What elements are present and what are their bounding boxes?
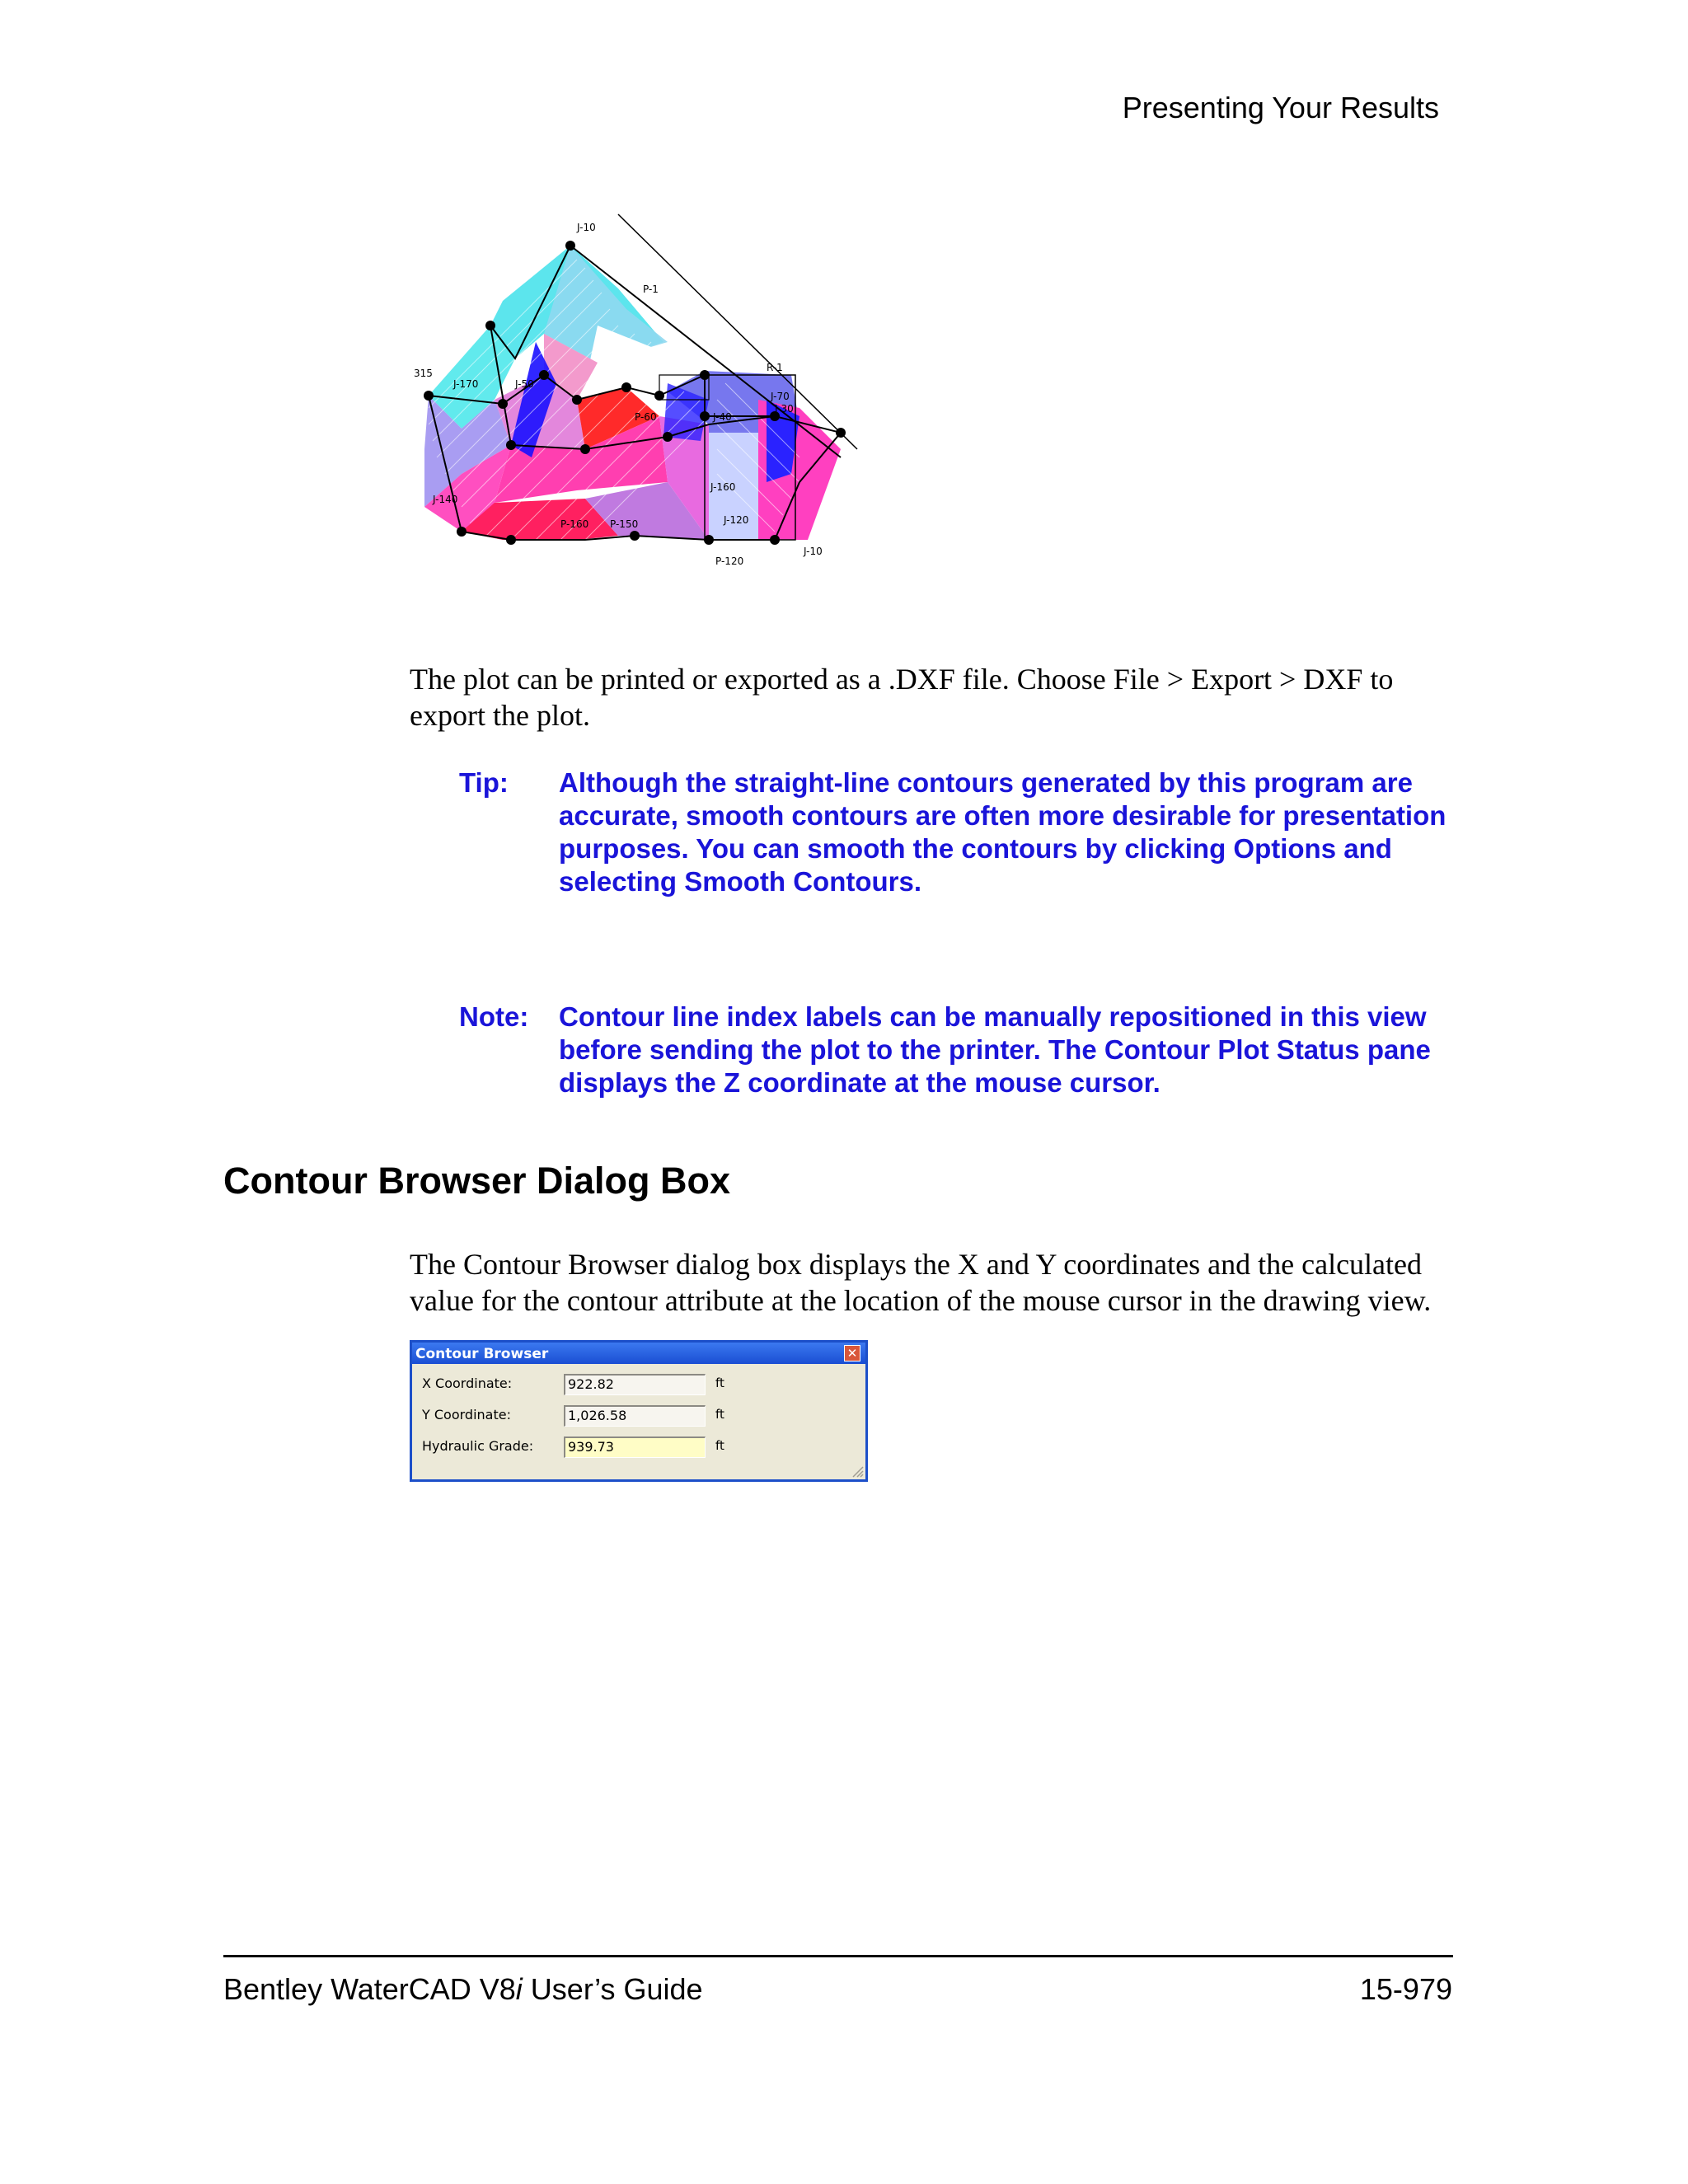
y-coordinate-row: [412, 1402, 865, 1430]
plot-label: P-120: [715, 555, 744, 567]
plot-label: J-40: [713, 411, 732, 423]
section-heading: Contour Browser Dialog Box: [223, 1160, 731, 1202]
plot-label: J-50: [515, 378, 534, 390]
note-label: Note:: [459, 1001, 529, 1032]
dialog-titlebar[interactable]: [412, 1343, 865, 1364]
x-coordinate-field[interactable]: 922.82: [564, 1374, 706, 1395]
y-coordinate-unit: ft: [715, 1407, 724, 1422]
plot-label: 315: [414, 368, 433, 379]
page-number: 15-979: [1359, 1972, 1452, 2006]
resize-grip-icon[interactable]: [851, 1465, 864, 1478]
footer-rule: [223, 1955, 1453, 1957]
plot-label: P-60: [635, 411, 657, 423]
export-paragraph: The plot can be printed or exported as a .DXF file. Choose File > Export > DXF to export the plot.: [410, 663, 1394, 732]
contour-browser-dialog: [410, 1340, 868, 1482]
running-header: Presenting Your Results: [1122, 91, 1439, 124]
plot-label: J-140: [433, 494, 458, 505]
plot-label: J-120: [724, 514, 749, 526]
note-text: Contour line index labels can be manually repositioned in this view before sending the plot to the printer. The Contour Plot Status pane displays the Z coordinate at the mouse cursor.: [559, 1001, 1431, 1098]
plot-label: P-150: [610, 518, 639, 530]
plot-label: J-10: [577, 222, 596, 233]
plot-label: J-30: [775, 403, 794, 415]
x-coordinate-unit: ft: [715, 1376, 724, 1390]
hydraulic-grade-unit: ft: [715, 1438, 724, 1453]
plot-label: P-1: [643, 284, 659, 295]
plot-label: J-10: [804, 546, 823, 557]
y-coordinate-label: Y Coordinate:: [422, 1407, 511, 1422]
plot-label: J-70: [771, 391, 790, 402]
plot-label: P-160: [560, 518, 589, 530]
plot-label: R-1: [767, 362, 783, 373]
tip-label: Tip:: [459, 767, 509, 798]
plot-label: J-160: [710, 481, 736, 493]
hydraulic-grade-label: Hydraulic Grade:: [422, 1438, 534, 1454]
hydraulic-grade-row: [412, 1433, 865, 1461]
browser-paragraph: The Contour Browser dialog box displays the X and Y coordinates and the calculated value for the contour attribute at the location of the mouse cursor in the drawing view.: [410, 1248, 1432, 1317]
hydraulic-grade-field[interactable]: 939.73: [564, 1436, 706, 1458]
x-coordinate-row: [412, 1371, 865, 1399]
plot-label: J-170: [453, 378, 479, 390]
tip-text: Although the straight-line contours generated by this program are accurate, smooth contours are often more desirable for presentation purposes. You can smooth the contours by clicking Options and selecting Smooth Contours.: [559, 767, 1447, 897]
dialog-title: Contour Browser: [415, 1346, 549, 1362]
x-coordinate-label: X Coordinate:: [422, 1376, 513, 1391]
contour-plot-figure: [412, 210, 874, 589]
y-coordinate-field[interactable]: 1,026.58: [564, 1405, 706, 1427]
close-icon[interactable]: ✕: [844, 1345, 860, 1361]
footer-guide-title: Bentley WaterCAD V8i User’s Guide: [223, 1972, 703, 2006]
